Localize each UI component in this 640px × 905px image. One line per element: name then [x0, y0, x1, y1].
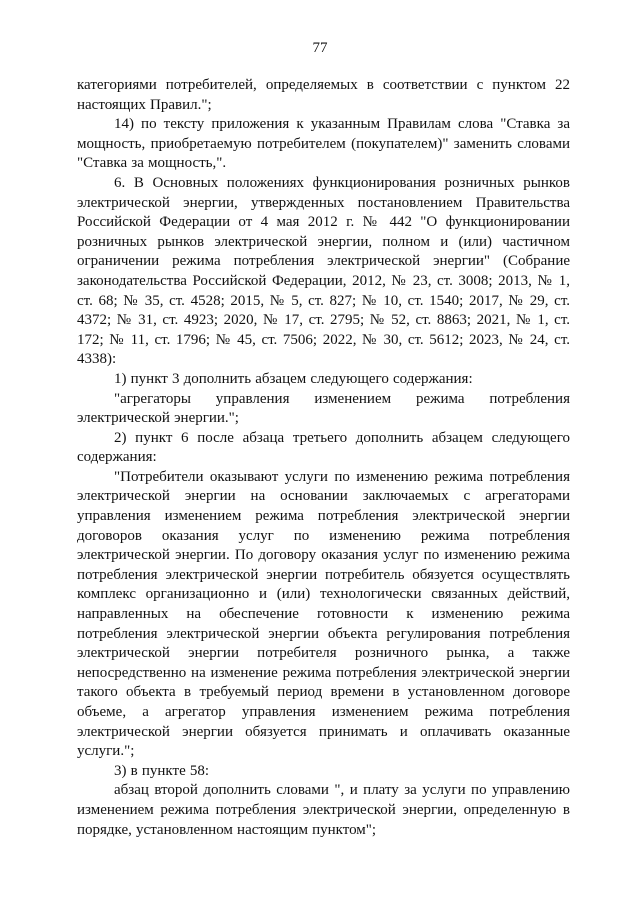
paragraph-sub-3-text: абзац второй дополнить словами ", и плату за услуги по управлению изменением режима потребления электрической энергии, определенную в порядке, установленном настоящим пунктом";: [77, 782, 570, 838]
paragraph-sub-1: 1) пункт 3 дополнить абзацем следующего содержания:: [114, 370, 473, 387]
paragraph-item-14: 14) по тексту приложения к указанным Правилам слова "Ставка за мощность, приобретаемую потребителем (покупателем)" заменить словами "Ставка за мощность,".: [77, 116, 570, 172]
page-number: 77: [312, 40, 328, 56]
paragraph-sub-1-text: "агрегаторы управления изменением режима потребления электрической энергии.";: [77, 390, 570, 427]
paragraph-sub-2-text: "Потребители оказывают услуги по изменению режима потребления электрической энергии на основании заключаемых с агрегаторами управления изменением режима потребления электрической энергии договоров оказания услуг по изменению режима потребления электрической энергии. По договору оказания услуг по изменению режима потребления электрической энергии потребитель обязуется осуществлять комплекс организационно и (или) технологически связанных действий, направленных на обеспечение готовности к изменению режима потребления электрической энергии объекта регулирования потребления электрической энергии потребителя розничного рынка, а также непосредственно на изменение режима потребления электрической энергии такого объекта в требуемый период времени в установленном договоре объеме, а агрегатор управления изменением режима потребления электрической энергии обязуется принимать и оплачивать оказанные услуги.";: [77, 468, 570, 760]
paragraph-section-6: 6. В Основных положениях функционирования розничных рынков электрической энергии, утвержденных постановлением Правительства Российской Федерации от 4 мая 2012 г. № 442 "О функционировании розничных рынков электрической энергии, полном и (или) частичном ограничении режима потребления электрической энергии" (Собрание законодательства Российской Федерации, 2012, № 23, ст. 3008; 2013, № 1, ст. 68; № 35, ст. 4528; 2015, № 5, ст. 827; № 10, ст. 1540; 2017, № 29, ст. 4372; № 31, ст. 4923; 2020, № 17, ст. 2795; № 52, ст. 8863; 2021, № 1, ст. 172; № 11, ст. 1796; № 45, ст. 7506; 2022, № 30, ст. 5612; 2023, № 24, ст. 4338):: [77, 174, 570, 368]
paragraph-continuation: категориями потребителей, определяемых в соответствии с пунктом 22 настоящих Правил.";: [77, 77, 570, 113]
paragraph-sub-3: 3) в пункте 58:: [114, 762, 210, 779]
paragraph-sub-2: 2) пункт 6 после абзаца третьего дополнить абзацем следующего содержания:: [77, 429, 570, 466]
document-body: [77, 76, 570, 840]
